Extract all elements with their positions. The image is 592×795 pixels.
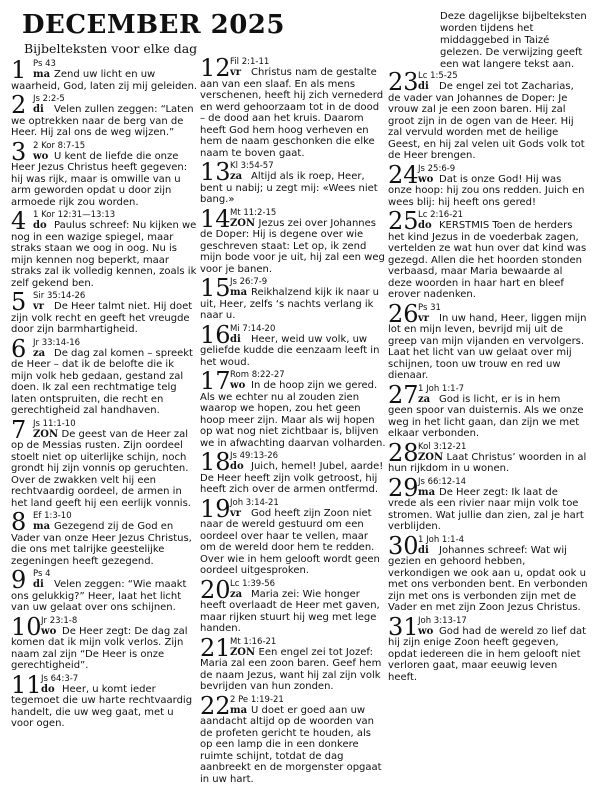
day-entry: [11, 93, 198, 139]
verse-text: U kent de liefde die onze Heer Jezus Christus heeft gegeven: hij was rijk, maar is omwille van u arm geworden opdat u door zijn armoede rijk zou worden.: [11, 150, 188, 208]
day-number: 28: [388, 438, 419, 467]
day-entry: [388, 438, 588, 475]
weekday-label: wo: [418, 173, 434, 185]
scripture-reference: 2 Pe 1:19-21: [230, 694, 284, 705]
day-entry: [200, 276, 386, 322]
weekday-label: di: [418, 544, 429, 556]
verse-text: De Heer zegt: Ik laat de vrede als een rivier naar mijn volk toe stromen. Wat jullie dan zien, zal je hart verblijden.: [388, 486, 584, 532]
day-number: 31: [388, 612, 419, 641]
weekday-label: ZON: [418, 451, 444, 463]
scripture-reference: Rom 8:22-27: [230, 370, 285, 380]
day-entry-header: [11, 508, 198, 536]
scripture-reference: Kol 3:12-21: [418, 441, 467, 452]
day-entry: [11, 612, 198, 672]
day-entry-header: [11, 288, 198, 316]
day-entry-header: [11, 415, 198, 444]
verse-text: Paulus schreef: Nu kijken we nog in een wazige spiegel, maar straks staan we oog in oog. Nu is mijn kennen nog beperkt, maar straks zal ik volledig kennen, zoals ik zelf gekend ben.: [11, 220, 197, 289]
scripture-reference: Js 26:7-9: [230, 277, 268, 287]
verse-text: Heer, u komt ieder tegemoet die uw harte rechtvaardig handelt, die uw weg gaat, met u voor ogen.: [11, 683, 193, 729]
day-number: 22: [200, 691, 231, 720]
scripture-reference: Js 64:3-7: [41, 673, 79, 684]
day-number: 24: [388, 160, 419, 189]
verse-text: Een engel zei tot Jozef: Maria zal een zoon baren. Geef hem de naam Jezus, want hij zal zijn volk bevrijden van hun zonden.: [200, 646, 382, 692]
scripture-reference: Sir 35:14-26: [33, 291, 86, 301]
day-entry-header: [388, 531, 588, 560]
day-entry: [11, 58, 198, 92]
day-entry-header: [11, 670, 198, 699]
weekday-label: do: [230, 461, 244, 472]
verse-text: Jezus zei over Johannes de Doper: Hij is degene over wie geschreven staat: Let op, ik zend mijn bode voor je uit, hij zal een weg voor je banen.: [200, 217, 385, 275]
day-entry-header: [388, 612, 588, 641]
scripture-reference: Mi 7:14-20: [230, 323, 276, 334]
day-entry: [200, 691, 386, 786]
day-entry: [200, 450, 386, 496]
scripture-reference: Mt 11:2-15: [230, 207, 277, 218]
scripture-reference: Ps 4: [33, 569, 51, 579]
verse-text: Velen zeggen: “Wie maakt ons gelukkig?” Heer, laat het licht van uw gelaat over ons schijnen.: [11, 579, 187, 613]
weekday-label: ZON: [230, 646, 256, 658]
weekday-label: wo: [33, 150, 49, 162]
scripture-reference: Joh 3:13-17: [418, 615, 467, 626]
day-number: 20: [200, 575, 231, 604]
day-number: 10: [11, 612, 42, 641]
day-number: 12: [200, 54, 231, 82]
verse-text: God heeft zijn Zoon niet naar de wereld gestuurd om een oordeel over haar te vellen, maar om de wereld door hem te redden. Over wie in hem gelooft wordt geen oordeel uitgesproken.: [200, 507, 380, 576]
day-number: 21: [200, 633, 231, 662]
day-entry: [200, 320, 386, 369]
scripture-reference: Ps 43: [33, 59, 56, 69]
day-entry-header: [200, 274, 386, 302]
day-number: 16: [200, 320, 231, 349]
day-entry: [200, 160, 386, 206]
day-number: 30: [388, 531, 419, 560]
day-number: 15: [200, 274, 231, 302]
day-number: 26: [388, 299, 419, 328]
scripture-reference: Lc 2:16-21: [418, 210, 464, 220]
day-number: 13: [200, 158, 231, 186]
verse-text: Maria zei: Wie honger heeft overlaadt de Heer met gaven, maar rijken stuurt hij weg met lege handen.: [200, 588, 380, 634]
day-entry-header: [388, 160, 588, 189]
day-entry-header: [200, 158, 386, 186]
verse-text: KERSTMIS Toen de herders het kind Jezus in de voederbak zagen, vertelden ze wat hun over dat kind was gezegd. Allen die het hoorden stonden verbaasd, maar Maria bewaarde al deze woorden in haar hart en bleef erover nadenken.: [388, 220, 587, 300]
day-entry: [388, 380, 588, 440]
weekday-label: vr: [418, 312, 430, 324]
weekday-label: za: [230, 588, 243, 600]
day-number: 2: [11, 91, 27, 119]
scripture-reference: Js 25:6-9: [418, 163, 456, 174]
weekday-label: ma: [230, 287, 248, 298]
verse-text: Altijd als ik roep, Heer, bent u nabij; u zegt mij: «Wees niet bang.»: [200, 171, 378, 205]
weekday-label: do: [418, 220, 432, 231]
verse-text: Dat is onze God! Hij was onze hoop: hij zou ons redden. Juich en wees blij: hij heeft ons gered!: [388, 173, 585, 208]
day-entry-header: [388, 68, 588, 96]
day-entry-header: [200, 691, 386, 720]
weekday-label: vr: [33, 301, 45, 312]
day-entry: [11, 670, 198, 730]
day-entry-header: [200, 54, 386, 82]
day-number: 29: [388, 473, 419, 502]
scripture-reference: 1 Joh 1:1-7: [418, 383, 465, 394]
weekday-label: ma: [418, 486, 436, 498]
weekday-label: vr: [230, 67, 242, 78]
day-entry: [11, 334, 198, 417]
day-entry-header: [11, 207, 198, 235]
verse-text: God had de wereld zo lief dat hij zijn enige Zoon heeft gegeven, opdat iedereen die in hem gelooft niet verloren gaat, maar eeuwig leven heeft.: [388, 625, 587, 683]
day-entry-header: [11, 137, 198, 166]
day-entry: [388, 299, 588, 382]
weekday-label: ZON: [230, 217, 256, 229]
day-entry-header: [11, 91, 198, 119]
verse-text: Heer, weid uw volk, uw geliefde kudde die eenzaam leeft in het woud.: [200, 333, 380, 368]
verse-text: Zend uw licht en uw waarheid, God, laten zij mij geleiden.: [11, 69, 198, 92]
weekday-label: ma: [230, 704, 248, 716]
scripture-reference: Jr 23:1-8: [41, 615, 78, 626]
verse-text: De engel zei tot Zacharias, de vader van Johannes de Doper: Je vrouw zal je een zoon baren. Hij zal groot zijn in de ogen van de Heer. Hij zal vervuld worden met de heilige Geest, en hij zal velen uit Gods volk tot de Heer brengen.: [388, 81, 585, 161]
scripture-reference: Kl 3:54-57: [230, 161, 274, 171]
day-entry-header: [200, 320, 386, 349]
weekday-label: di: [230, 333, 241, 345]
day-entry: [11, 137, 198, 209]
scripture-reference: 1 Kor 12:31—13:13: [33, 210, 116, 220]
weekday-label: do: [33, 220, 47, 231]
verse-text: Velen zullen zeggen: “Laten we optrekken naar de berg van de Heer. Hij zal ons de weg wijzen.”: [11, 104, 194, 138]
verse-text: Juich, hemel! Jubel, aarde! De Heer heeft zijn volk getroost, hij heeft zich over de armen ontfermd.: [200, 461, 384, 495]
column-1: [11, 58, 198, 731]
scripture-reference: Fil 2:1-11: [230, 57, 270, 67]
day-number: 25: [388, 207, 419, 235]
day-number: 18: [200, 448, 231, 476]
day-number: 27: [388, 380, 419, 409]
day-entry-header: [200, 575, 386, 604]
day-number: 8: [11, 508, 27, 536]
weekday-label: ZON: [33, 428, 59, 440]
verse-text: Reikhalzend kijk ik naar u uit, Heer, zelfs ‘s nachts verlang ik naar u.: [200, 287, 380, 321]
weekday-label: di: [33, 104, 44, 115]
day-entry: [200, 633, 386, 693]
day-entry-header: [388, 473, 588, 502]
scripture-reference: 2 Kor 8:7-15: [33, 140, 86, 151]
verse-text: U doet er goed aan uw aandacht altijd op de woorden van de profeten gericht te houden, als op een lamp die in een donkere ruimte schijnt, totdat de dag aanbreekt en de morgenster opgaat in uw hart.: [200, 704, 382, 785]
scripture-reference: Ps 31: [418, 302, 441, 313]
day-entry: [200, 494, 386, 577]
page-subtitle: Bijbelteksten voor elke dag: [24, 41, 198, 56]
weekday-label: za: [230, 171, 243, 182]
scripture-reference: Mt 1:16-21: [230, 636, 277, 647]
day-number: 6: [11, 334, 27, 363]
scripture-reference: Lc 1:5-25: [418, 71, 458, 81]
day-number: 19: [200, 494, 231, 523]
weekday-label: wo: [230, 380, 246, 391]
day-entry: [200, 369, 386, 449]
day-entry: [11, 510, 198, 567]
weekday-label: za: [418, 393, 431, 405]
day-number: 5: [11, 288, 27, 316]
page-header: [22, 10, 402, 57]
day-number: 9: [11, 566, 27, 594]
day-entry-header: [200, 204, 386, 233]
day-number: 14: [200, 204, 231, 233]
scripture-reference: Js 49:13-26: [230, 451, 279, 461]
day-number: 17: [200, 367, 231, 395]
day-entry: [11, 415, 198, 510]
scripture-reference: 1 Joh 1:1-4: [418, 534, 465, 545]
day-entry: [388, 473, 588, 533]
day-entry-header: [200, 367, 386, 395]
day-entry: [200, 204, 386, 276]
day-number: 7: [11, 415, 27, 444]
column-2: [200, 56, 386, 786]
weekday-label: za: [33, 347, 46, 359]
scripture-reference: Lc 1:39-56: [230, 578, 276, 589]
day-entry: [388, 612, 588, 684]
intro-note: Deze dagelijkse bijbelteksten worden tijdens het middaggebed in Taizé gelezen. De verwijzing geeft een wat langere tekst aan.: [440, 11, 587, 70]
day-entry: [388, 70, 588, 162]
weekday-label: wo: [418, 625, 434, 637]
verse-text: Gezegend zij de God en Vader van onze Heer Jezus Christus, die ons met talrijke geestelijke zegeningen heeft gezegend.: [11, 521, 192, 567]
scripture-reference: Jr 33:14-16: [33, 337, 81, 348]
scripture-reference: Js 66:12-14: [418, 476, 467, 487]
day-entry: [388, 209, 588, 301]
column-3: [388, 70, 588, 684]
day-entry-header: [388, 299, 588, 328]
day-entry-header: [388, 207, 588, 235]
scripture-reference: Joh 3:14-21: [230, 497, 279, 508]
day-entry-header: [200, 633, 386, 662]
day-number: 1: [11, 56, 27, 84]
verse-text: Laat Christus’ woorden in al hun rijkdom in u wonen.: [388, 451, 587, 474]
verse-text: De geest van de Heer zal op de Messias rusten. Zijn oordeel stoelt niet op uiterlijke schijn, noch grondt hij zijn vonnis op geruchten. Over de zwakken velt hij een rechtvaardig oordeel, de armen in het land geeft hij een eerlijk vonnis.: [11, 428, 191, 509]
verse-text: God is licht, er is in hem geen spoor van duisternis. Als we onze weg in het licht gaan, dan zijn we met elkaar verbonden.: [388, 393, 584, 439]
day-entry: [11, 209, 198, 289]
weekday-label: do: [41, 683, 55, 695]
day-entry-header: [11, 612, 198, 641]
verse-text: De Heer zegt: De dag zal komen dat ik mijn volk verlos. Zijn naam zal zijn “De Heer is onze gerechtigheid”.: [11, 625, 188, 671]
day-entry: [388, 531, 588, 614]
day-number: 3: [11, 137, 27, 166]
weekday-label: wo: [41, 625, 57, 637]
day-entry-header: [11, 334, 198, 363]
day-entry: [11, 290, 198, 336]
day-entry: [11, 568, 198, 614]
scripture-reference: Js 11:1-10: [33, 418, 76, 429]
verse-text: Christus nam de gestalte aan van een slaaf. En als mens verschenen, heeft hij zich vernederd en werd gehoorzaam tot in de dood – de dood aan het kruis. Daarom heeft God hem hoog verheven en hem de naam geschonken die elke naam te boven gaat.: [200, 67, 384, 159]
day-entry-header: [200, 448, 386, 476]
verse-text: De Heer talmt niet. Hij doet zijn volk recht en geeft het vreugde door zijn barmhartigheid.: [11, 301, 193, 335]
page-title: DECEMBER 2025: [22, 10, 285, 40]
verse-text: In uw hand, Heer, liggen mijn lot en mijn leven, bevrijd mij uit de greep van mijn vijanden en vervolgers. Laat het licht van uw gelaat over mij schijnen, toon uw trouw en red uw dienaar.: [388, 312, 587, 381]
day-entry-header: [388, 380, 588, 409]
verse-text: De dag zal komen – spreekt de Heer – dat ik de belofte die ik mijn volk heb gedaan, gestand zal doen. Ik zal een rechtmatige telg laten ontspruiten, die recht en gerechtigheid zal handhaven.: [11, 347, 193, 416]
day-entry: [200, 56, 386, 159]
weekday-label: di: [33, 579, 44, 590]
weekday-label: ma: [33, 69, 51, 80]
day-number: 4: [11, 207, 27, 235]
day-number: 11: [11, 670, 42, 699]
verse-text: Johannes schreef: Wat wij gezien en gehoord hebben, verkondigen we ook aan u, opdat ook u met ons verbonden bent. En verbonden zijn met ons is verbonden zijn met de Vader en met zijn Zoon Jezus Christus.: [388, 544, 588, 613]
day-number: 23: [388, 68, 419, 96]
day-entry-header: [200, 494, 386, 523]
day-entry-header: [388, 438, 588, 467]
verse-text: In de hoop zijn we gered. Als we echter nu al zouden zien waarop we hopen, zou het geen hoop meer zijn. Maar als wij hopen op wat nog niet zichtbaar is, blijven we in afwachting daarvan volharden.: [200, 380, 386, 449]
weekday-label: di: [418, 81, 429, 92]
day-entry-header: [11, 566, 198, 594]
day-entry: [388, 160, 588, 209]
weekday-label: vr: [230, 507, 242, 519]
weekday-label: ma: [33, 521, 51, 532]
scripture-reference: Ef 1:3-10: [33, 511, 72, 521]
scripture-reference: Js 2:2-5: [33, 94, 65, 104]
day-entry: [200, 575, 386, 635]
